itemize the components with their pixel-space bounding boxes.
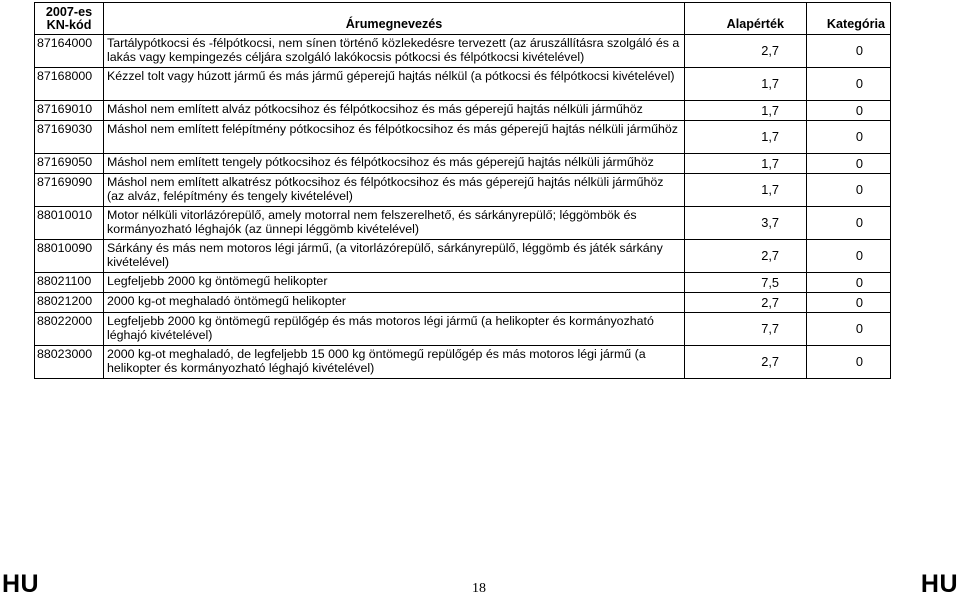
- row-base-rate: 2,7: [685, 240, 807, 273]
- row-description: Máshol nem említett tengely pótkocsihoz és félpótkocsihoz és más géperejű hajtás nélküli járműhöz: [104, 154, 685, 174]
- row-description: Tartálypótkocsi és -félpótkocsi, nem sínen történő közlekedésre tervezett (az áruszállításra szolgáló és a lakás vagy kempingezés céljára szolgáló lakókocsis pótkocsi és félpótkocsi kivételével): [104, 35, 685, 68]
- table-row: [35, 154, 891, 174]
- row-base-rate: 1,7: [685, 174, 807, 207]
- table-header-row: [35, 3, 891, 35]
- row-base-rate: 1,7: [685, 154, 807, 174]
- row-category: 0: [807, 313, 891, 346]
- table-row: [35, 293, 891, 313]
- row-description: Legfeljebb 2000 kg öntömegű helikopter: [104, 273, 685, 293]
- row-code: 87164000: [35, 35, 104, 68]
- row-code: 87169010: [35, 101, 104, 121]
- row-code: 88021200: [35, 293, 104, 313]
- row-description: Sárkány és más nem motoros légi jármű, (a vitorlázórepülő, sárkányrepülő, léggömb és játék sárkány kivételével): [104, 240, 685, 273]
- row-code: 87169050: [35, 154, 104, 174]
- column-header-category: Kategória: [807, 3, 891, 35]
- row-base-rate: 1,7: [685, 68, 807, 101]
- row-base-rate: 1,7: [685, 121, 807, 154]
- footer-country-label-left: HU: [2, 570, 40, 598]
- table-row: [35, 273, 891, 293]
- row-base-rate: 3,7: [685, 207, 807, 240]
- row-code: 88010010: [35, 207, 104, 240]
- table-row: [35, 35, 891, 68]
- row-category: 0: [807, 35, 891, 68]
- table-row: [35, 121, 891, 154]
- tariff-table: [34, 2, 891, 379]
- row-base-rate: 7,5: [685, 273, 807, 293]
- row-description: Máshol nem említett alváz pótkocsihoz és félpótkocsihoz és más géperejű hajtás nélküli járműhöz: [104, 101, 685, 121]
- row-code: 88023000: [35, 346, 104, 379]
- row-base-rate: 1,7: [685, 101, 807, 121]
- row-code: 87169030: [35, 121, 104, 154]
- row-category: 0: [807, 68, 891, 101]
- row-code: 88021100: [35, 273, 104, 293]
- row-category: 0: [807, 121, 891, 154]
- row-description: Legfeljebb 2000 kg öntömegű repülőgép és más motoros légi jármű (a helikopter és kormányozható léghajó kivételével): [104, 313, 685, 346]
- row-description: Máshol nem említett alkatrész pótkocsihoz és félpótkocsihoz és más géperejű hajtás nélküli járműhöz (az alváz, felépítmény és tengely kivételével): [104, 174, 685, 207]
- table-row: [35, 313, 891, 346]
- page-number: 18: [472, 581, 486, 596]
- row-base-rate: 2,7: [685, 293, 807, 313]
- row-code: 87168000: [35, 68, 104, 101]
- table-row: [35, 207, 891, 240]
- table-row: [35, 68, 891, 101]
- row-description: Máshol nem említett felépítmény pótkocsihoz és félpótkocsihoz és más géperejű hajtás nélküli járműhöz: [104, 121, 685, 154]
- row-category: 0: [807, 174, 891, 207]
- row-description: Motor nélküli vitorlázórepülő, amely motorral nem felszerelhető, és sárkányrepülő; léggömbök és kormányozható léghajók (az ünnepi léggömb kivételével): [104, 207, 685, 240]
- table-row: [35, 174, 891, 207]
- row-code: 87169090: [35, 174, 104, 207]
- row-category: 0: [807, 207, 891, 240]
- row-description: 2000 kg-ot meghaladó, de legfeljebb 15 000 kg öntömegű repülőgép és más motoros légi jármű (a helikopter és kormányozható léghajó kivételével): [104, 346, 685, 379]
- row-description: Kézzel tolt vagy húzott jármű és más jármű géperejű hajtás nélkül (a pótkocsi és félpótkocsi kivételével): [104, 68, 685, 101]
- footer-country-label-right: HU: [920, 570, 958, 598]
- row-category: 0: [807, 273, 891, 293]
- table-row: [35, 240, 891, 273]
- row-category: 0: [807, 240, 891, 273]
- row-base-rate: 2,7: [685, 35, 807, 68]
- row-category: 0: [807, 154, 891, 174]
- table-row: [35, 101, 891, 121]
- row-description: 2000 kg-ot meghaladó öntömegű helikopter: [104, 293, 685, 313]
- table-row: [35, 346, 891, 379]
- row-category: 0: [807, 293, 891, 313]
- row-base-rate: 7,7: [685, 313, 807, 346]
- row-category: 0: [807, 346, 891, 379]
- row-code: 88022000: [35, 313, 104, 346]
- column-header-code: 2007-es KN-kód: [35, 3, 104, 35]
- row-base-rate: 2,7: [685, 346, 807, 379]
- column-header-description: Árumegnevezés: [104, 3, 685, 35]
- row-code: 88010090: [35, 240, 104, 273]
- row-category: 0: [807, 101, 891, 121]
- column-header-base-rate: Alapérték: [685, 3, 807, 35]
